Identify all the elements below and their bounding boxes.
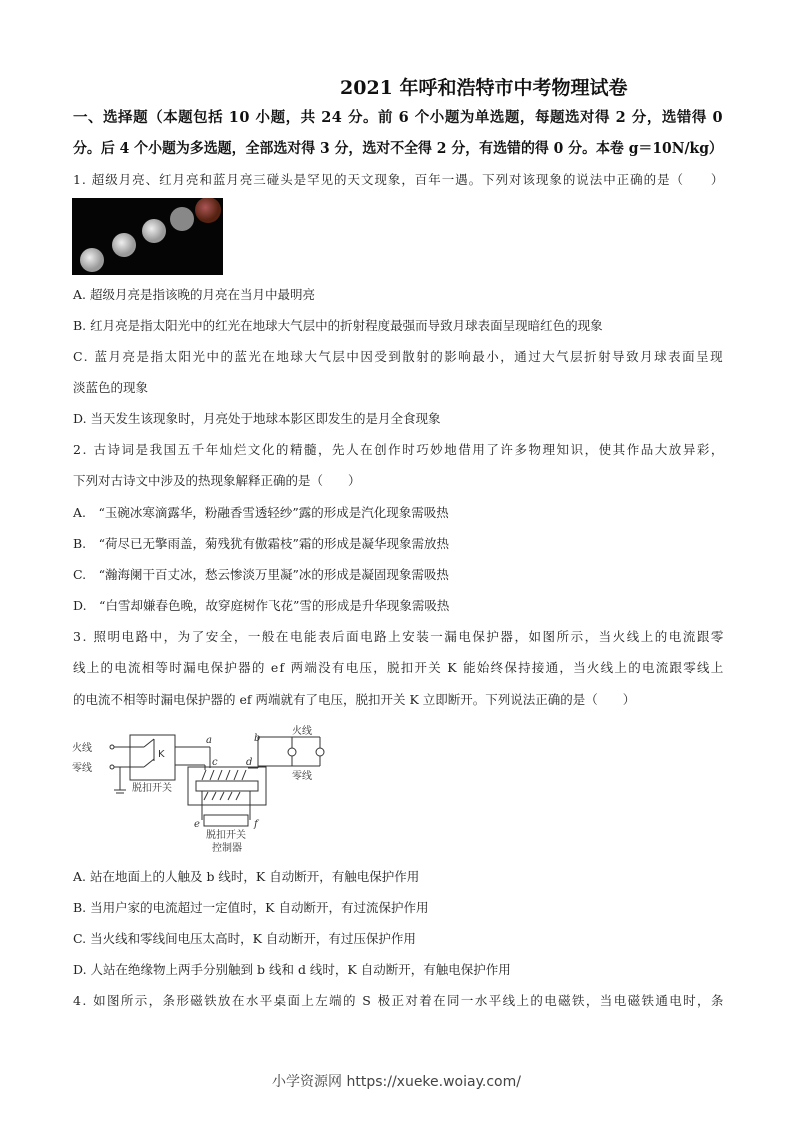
q3-option-b: B. 当用户家的电流超过一定值时，K 自动断开，有过流保护作用 bbox=[73, 900, 429, 915]
page-title: 2021 年呼和浩特市中考物理试卷 bbox=[340, 77, 628, 99]
section-heading-line2: 分。后 4 个小题为多选题，全部选对得 3 分，选对不全得 2 分，有选错的得 0 分。本卷 g＝10N/kg） bbox=[73, 140, 723, 157]
q3-stem-cont1: 线上的电流相等时漏电保护器的 ef 两端没有电压，脱扣开关 K 能始终保持接通，当火线上的电流跟零线上 bbox=[73, 660, 725, 675]
label-neutral-wire: 零线 bbox=[72, 763, 92, 774]
lunar-eclipse-image bbox=[72, 198, 223, 275]
q1-option-b: B. 红月亮是指太阳光中的红光在地球大气层中的折射程度最强而导致月球表面呈现暗红色的现象 bbox=[73, 318, 603, 333]
q3-stem-cont2: 的电流不相等时漏电保护器的 ef 两端就有了电压，脱扣开关 K 立即断开。下列说法正确的是（ ） bbox=[73, 692, 636, 707]
q1-option-c: C. 蓝月亮是指太阳光中的蓝光在地球大气层中因受到散射的影响最小，通过大气层折射导致月球表面呈现 bbox=[73, 349, 725, 364]
q3-option-d: D. 人站在绝缘物上两手分别触到 b 线和 d 线时，K 自动断开，有触电保护作用 bbox=[73, 962, 511, 977]
label-f: f bbox=[254, 819, 258, 830]
q2-option-b: B. “荷尽已无擎雨盖，菊残犹有傲霜枝”霜的形成是凝华现象需放热 bbox=[73, 536, 449, 551]
label-c: c bbox=[212, 757, 218, 768]
label-controller-1: 脱扣开关 bbox=[206, 830, 246, 841]
label-trip-switch: 脱扣开关 bbox=[132, 783, 172, 794]
q2-option-d: D. “白雪却嫌春色晚，故穿庭树作飞花”雪的形成是升华现象需吸热 bbox=[73, 598, 450, 613]
q1-stem: 1. 超级月亮、红月亮和蓝月亮三碰头是罕见的天文现象，百年一遇。下列对该现象的说法中正确的是（ ） bbox=[73, 172, 725, 187]
q2-stem: 2. 古诗词是我国五千年灿烂文化的精髓，先人在创作时巧妙地借用了许多物理知识，使其作品大放异彩， bbox=[73, 442, 725, 457]
label-e: e bbox=[194, 819, 200, 830]
section-heading-line1: 一、选择题（本题包括 10 小题，共 24 分。前 6 个小题为单选题，每题选对得 2 分，选错得 0 bbox=[73, 109, 724, 126]
q3-option-c: C. 当火线和零线间电压太高时，K 自动断开，有过压保护作用 bbox=[73, 931, 416, 946]
label-live-right: 火线 bbox=[292, 726, 312, 737]
footer-watermark: 小学资源网 https://xueke.woiay.com/ bbox=[272, 1074, 521, 1090]
label-controller-2: 控制器 bbox=[212, 843, 242, 854]
label-k: K bbox=[158, 749, 165, 760]
q2-stem-cont: 下列对古诗文中涉及的热现象解释正确的是（ ） bbox=[73, 473, 361, 488]
q1-option-c-cont: 淡蓝色的现象 bbox=[73, 380, 149, 395]
q2-option-c: C. “瀚海阑干百丈冰，愁云惨淡万里凝”冰的形成是凝固现象需吸热 bbox=[73, 567, 449, 582]
label-neutral-right: 零线 bbox=[292, 771, 312, 782]
q2-option-a: A. “玉碗冰寒滴露华，粉融香雪透轻纱”露的形成是汽化现象需吸热 bbox=[73, 505, 449, 520]
q3-option-a: A. 站在地面上的人触及 b 线时，K 自动断开，有触电保护作用 bbox=[73, 869, 420, 884]
q1-option-d: D. 当天发生该现象时，月亮处于地球本影区即发生的是月全食现象 bbox=[73, 411, 441, 426]
label-a: a bbox=[206, 735, 212, 746]
label-d: d bbox=[246, 757, 253, 768]
q3-stem: 3. 照明电路中，为了安全，一般在电能表后面电路上安装一漏电保护器，如图所示，当火线上的电流跟零 bbox=[73, 629, 725, 644]
label-b: b bbox=[254, 733, 261, 744]
q1-option-a: A. 超级月亮是指该晚的月亮在当月中最明亮 bbox=[73, 287, 315, 302]
label-live-wire: 火线 bbox=[72, 743, 92, 754]
q4-stem: 4. 如图所示，条形磁铁放在水平桌面上左端的 S 极正对着在同一水平线上的电磁铁，当电磁铁通电时，条 bbox=[73, 993, 725, 1008]
leakage-protector-circuit-diagram bbox=[70, 725, 340, 855]
